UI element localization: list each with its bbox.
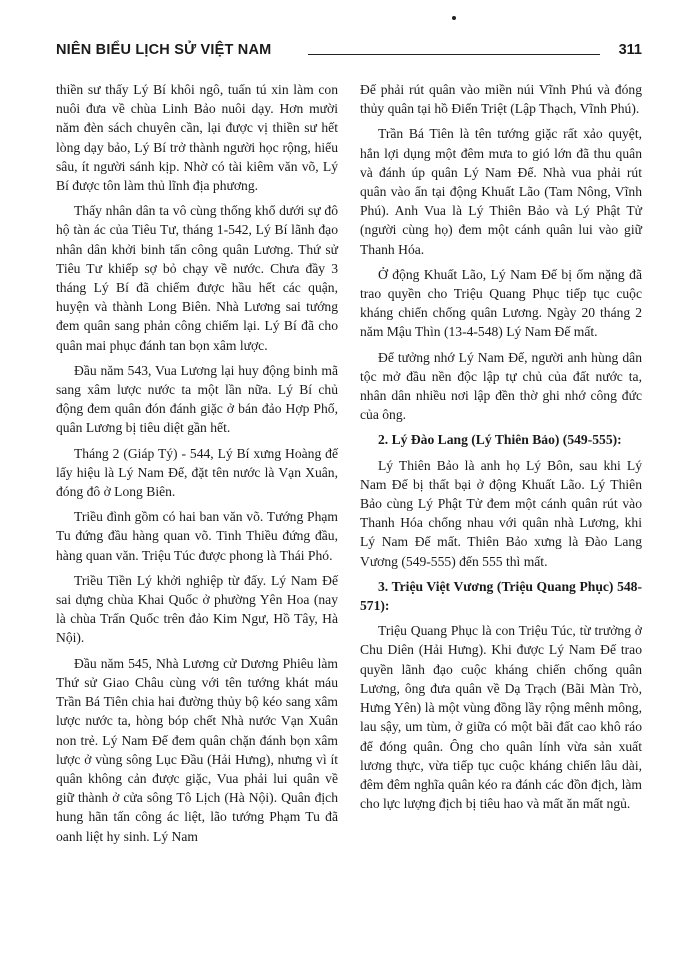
paragraph: Lý Thiên Bảo là anh họ Lý Bôn, sau khi Lý Nam Đế bị thất bại ở động Khuất Lão. Lý Thiên Bảo cùng Lý Phật Tử đem một cánh quân rút vào Thanh Hóa chống nhau với quân nhà Lương, khi Lý Nam Đế mất. Thiên Bảo xưng là Đào Lang Vương (549-555) đến 555 thì mất. bbox=[360, 457, 642, 569]
section-heading-trieu-viet-vuong: 3. Triệu Việt Vương (Triệu Quang Phục) 548-571): bbox=[360, 578, 642, 614]
paragraph: Đầu năm 543, Vua Lương lại huy động binh mã sang xâm lược nước ta một lần nữa. Lý Bí chủ động đem quân đón đánh giặc ở bán đảo Hợp Phố, quân Lương bị tiêu diệt gần hết. bbox=[56, 362, 338, 436]
paragraph: Đầu năm 545, Nhà Lương cử Dương Phiêu làm Thứ sử Giao Châu cùng với tên tướng khát máu Trần Bá Tiên chia hai đường thủy bộ kéo sang xâm lược nước ta, hòng bóp chết Nhà nước Vạn Xuân non trẻ. Lý Nam Đế đem quân chặn đánh bọn xâm lược ở vùng sông Lục Đầu (Hải Hưng), nhưng vì ít quân không cản được giặc, Vua phải lui quân về giữ thành ở cửa sông Tô Lịch (Hà Nội). Quân địch hung hãn tấn công ác liệt, lão tướng Phạm Tu đã oanh liệt hy sinh. Lý Nam bbox=[56, 655, 338, 844]
right-column bbox=[360, 80, 642, 819]
header-title: NIÊN BIỂU LỊCH SỬ VIỆT NAM bbox=[56, 42, 272, 58]
left-column bbox=[56, 80, 338, 852]
section-heading-ly-dao-lang: 2. Lý Đào Lang (Lý Thiên Bảo) (549-555): bbox=[378, 432, 622, 448]
paragraph: Tháng 2 (Giáp Tý) - 544, Lý Bí xưng Hoàng đế lấy hiệu là Lý Nam Đế, đặt tên nước là Vạn Xuân, đóng đô ở Long Biên. bbox=[56, 445, 338, 500]
header-rule bbox=[308, 54, 600, 55]
paragraph: Để tưởng nhớ Lý Nam Đế, người anh hùng dân tộc mở đầu nền độc lập tự chủ của đất nước ta, nhân dân nhiều nơi lập đền thờ ghi nhớ công đức của ông. bbox=[360, 349, 642, 423]
paragraph: Trần Bá Tiên là tên tướng giặc rất xảo quyệt, hắn lợi dụng một đêm mưa to gió lớn đã thu quân và đánh úp quân Lý Nam Đế. Nhà vua phải rút quân vào ẩn tại động Khuất Lão (Tam Nông, Vĩnh Phú). Anh Vua là Lý Thiên Bảo và Lý Phật Tử (người cùng họ) đem một cánh quân lui vào giữ Thanh Hóa. bbox=[360, 126, 642, 257]
paragraph: Triệu Quang Phục là con Triệu Túc, từ trưởng ở Chu Diên (Hải Hưng). Khi được Lý Nam Đế trao quyền lãnh đạo cuộc kháng chiến chống quân Lương, ông đưa quân về Dạ Trạch (Bãi Màn Trò, Hưng Yên) là một vùng đồng lầy rộng mênh mông, lau sậy, um tùm, ở giữa có một bãi đất cao khô ráo để đóng quân. Ông cho quân lính vừa sản xuất lương thực, vừa tiếp tục cuộc kháng chiến lâu dài, đêm đêm nghĩa quân kéo ra đánh các đồn địch, làm cho lực lượng địch bị tiêu hao và mất ăn mất ngủ. bbox=[360, 623, 642, 812]
paragraph: thiền sư thấy Lý Bí khôi ngô, tuấn tú xin làm con nuôi đưa về chùa Linh Bảo nuôi dạy. Hơn mười năm đèn sách chuyên cần, lại được vị thiền sư hết lòng dạy bảo, Lý Bí trở thành người học rộng, hiểu sâu, ít người sánh kịp. Nhờ có tài kiêm văn võ, Lý Bí được tôn làm thủ lĩnh địa phương. bbox=[56, 82, 338, 194]
paragraph: Triều đình gồm có hai ban văn võ. Tướng Phạm Tu đứng đầu hàng quan võ. Tinh Thiều đứng đầu, hàng quan văn. Triệu Túc được phong là Thái Phó. bbox=[56, 509, 338, 563]
paragraph: Triều Tiền Lý khởi nghiệp từ đấy. Lý Nam Đế sai dựng chùa Khai Quốc ở phường Yên Hoa (nay là chùa Trấn Quốc trên đảo Kim Ngư, Hồ Tây, Hà Nội). bbox=[56, 572, 338, 646]
print-speck bbox=[452, 16, 456, 20]
paragraph: Đế phải rút quân vào miền núi Vĩnh Phú và đóng thủy quân tại hồ Điển Triệt (Lập Thạch, Vĩnh Phú). bbox=[360, 82, 642, 117]
running-header bbox=[56, 40, 642, 62]
page-number: 311 bbox=[618, 42, 642, 58]
paragraph: Thấy nhân dân ta vô cùng thống khổ dưới sự đô hộ tàn ác của Tiêu Tư, tháng 1-542, Lý Bí lãnh đạo nhân dân khởi binh tấn công quân Lương. Thứ sử Tiêu Tư khiếp sợ bỏ chạy về nước. Chưa đầy 3 tháng Lý Bí đã chiếm được hầu hết các quận, huyện và thành Long Biên. Nhà Lương sai tướng đem quân sang phản công chiếm lại. Lý Bí đã cho quân mai phục đánh tan bọn xâm lược. bbox=[56, 203, 338, 353]
paragraph: Ở động Khuất Lão, Lý Nam Đế bị ốm nặng đã trao quyền cho Triệu Quang Phục tiếp tục cuộc kháng chiến chống quân Lương. Ngày 20 tháng 2 năm Mậu Thìn (13-4-548) Lý Nam Đế mất. bbox=[360, 266, 642, 340]
